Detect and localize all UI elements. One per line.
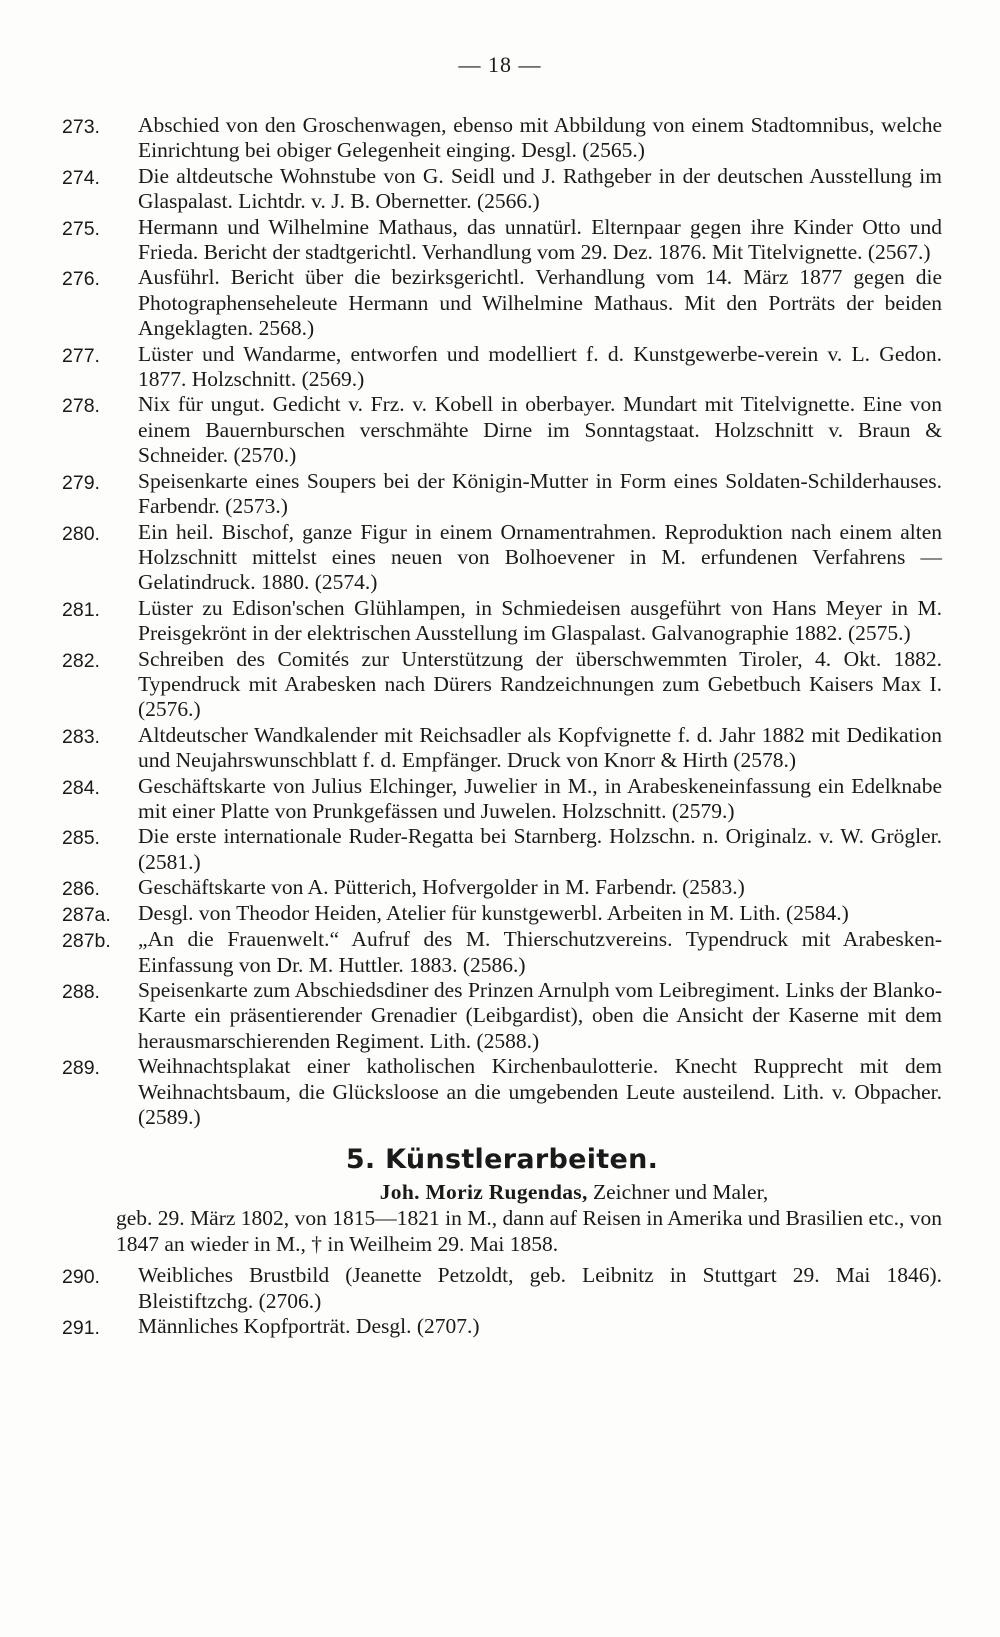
catalog-entry — [62, 596, 942, 647]
catalog-entry — [62, 520, 942, 596]
page-number: — 18 — — [458, 52, 542, 77]
entry-text: Lüster und Wandarme, entworfen und modelliert f. d. Kunstgewerbe-verein v. L. Gedon. 1877. Holzschnitt. (2569.) — [138, 341, 942, 392]
entry-number: 287b. — [62, 930, 111, 953]
artist-role: Zeichner und Maler, — [593, 1180, 769, 1205]
entry-text: Abschied von den Groschenwagen, ebenso mit Abbildung von einem Stadtomnibus, welche Einrichtung bei obiger Gelegenheit einging. Desgl. (2565.) — [138, 113, 942, 163]
entry-text: Speisenkarte eines Soupers bei der Königin-Mutter in Form eines Soldaten-Schilderhauses. Farbendr. (2573.) — [138, 468, 942, 519]
entry-text: Weihnachtsplakat einer katholischen Kirchenbaulotterie. Knecht Rupprecht mit dem Weihnachtsbaum, die Glücksloose an die umgebenden Leute austeilend. Lith. v. Obpacher. (2589.) — [138, 1054, 942, 1130]
entry-text: Nix für ungut. Gedicht v. Frz. v. Kobell in oberbayer. Mundart mit Titelvignette. Eine von einem Bauernburschen verschmähte Dirne im Sonntagstaat. Holzschnitt v. Braun & Schneider. (2570.) — [138, 392, 942, 468]
entry-number: 282. — [62, 649, 100, 672]
entries-after-list — [62, 1263, 942, 1340]
entry-text: Desgl. von Theodor Heiden, Atelier für kunstgewerbl. Arbeiten in M. Lith. (2584.) — [138, 901, 849, 926]
catalog-entry — [62, 392, 942, 468]
entry-number: 290. — [62, 1266, 100, 1289]
catalog-entry — [62, 978, 942, 1054]
entry-text: Altdeutscher Wandkalender mit Reichsadler als Kopfvignette f. d. Jahr 1882 mit Dedikation und Neujahrswunschblatt f. d. Empfänger. Druck von Knorr & Hirth (2578.) — [138, 722, 942, 773]
artist-intro — [116, 1179, 942, 1257]
entry-text: Lüster zu Edison'schen Glühlampen, in Schmiedeisen ausgeführt von Hans Meyer in M. Preisgekrönt in der elektrischen Ausstellung im Glaspalast. Galvanographie 1882. (2575.) — [138, 595, 942, 646]
catalog-entry — [62, 774, 942, 825]
entry-number: 284. — [62, 776, 100, 799]
catalog-entry — [62, 342, 942, 393]
entry-text: Die altdeutsche Wohnstube von G. Seidl und J. Rathgeber in der deutschen Ausstellung im Glaspalast. Lichtdr. v. J. B. Obernetter. (2566.) — [138, 163, 942, 214]
entry-text: Geschäftskarte von A. Pütterich, Hofvergolder in M. Farbendr. (2583.) — [138, 875, 745, 900]
entry-number: 277. — [62, 344, 100, 367]
entry-number: 274. — [62, 166, 100, 189]
entry-text: Männliches Kopfporträt. Desgl. (2707.) — [138, 1314, 480, 1339]
entry-number: 275. — [62, 217, 100, 240]
entry-text: Geschäftskarte von Julius Elchinger, Juwelier in M., in Arabeskeneinfassung ein Edelknabe mit einer Platte von Prunkgefässen und Juwelen. Holzschnitt. (2579.) — [138, 773, 942, 823]
entry-number: 278. — [62, 395, 100, 418]
catalog-entry — [62, 901, 942, 927]
entry-number: 280. — [62, 522, 100, 545]
section-heading: 5. Künstlerarbeiten. — [345, 1144, 659, 1176]
catalog-entry — [62, 1314, 942, 1340]
catalog-entry — [62, 875, 942, 901]
catalog-entry — [62, 1263, 942, 1314]
entry-text: „An die Frauenwelt.“ Aufruf des M. Thierschutzvereins. Typendruck mit Arabesken-Einfassung von Dr. M. Huttler. 1883. (2586.) — [138, 927, 942, 977]
entry-number: 287a. — [62, 904, 111, 927]
entry-text: Hermann und Wilhelmine Mathaus, das unnatürl. Elternpaar gegen ihre Kinder Otto und Frieda. Bericht der stadtgerichtl. Verhandlung vom 29. Dez. 1876. Mit Titelvignette. (2567.) — [138, 214, 942, 265]
entry-text: Ein heil. Bischof, ganze Figur in einem Ornamentrahmen. Reproduktion nach einem alten Holzschnitt mittelst eines neuen von Bolhoevener in M. erfundenen Verfahrens — Gelatindruck. 1880. (2574.) — [138, 519, 942, 595]
entry-number: 279. — [62, 471, 100, 494]
entry-number: 288. — [62, 981, 100, 1003]
entry-text: Ausführl. Bericht über die bezirksgerichtl. Verhandlung vom 14. März 1877 gegen die Photographenseheleute Hermann und Wilhelmine Mathaus. Mit den Porträts der beiden Angeklagten. 2568.) — [138, 265, 942, 341]
entry-text: Schreiben des Comités zur Unterstützung der überschwemmten Tiroler, 4. Okt. 1882. Typendruck mit Arabesken nach Dürers Randzeichnungen zum Gebetbuch Kaisers Max I. (2576.) — [138, 646, 942, 722]
entry-number: 276. — [62, 268, 100, 291]
artist-heading-line — [116, 1179, 942, 1205]
catalog-entry — [62, 647, 942, 723]
catalog-entry — [62, 215, 942, 266]
entry-number: 281. — [62, 598, 100, 621]
entry-text: Speisenkarte zum Abschiedsdiner des Prinzen Arnulph vom Leibregiment. Links der Blanko-Karte ein präsentierender Grenadier (Leibgardist), oben die Ansicht der Kaserne mit dem herausmarschierenden Regiment. Lith. (2588.) — [138, 978, 942, 1053]
catalog-entry — [62, 265, 942, 341]
catalog-entry — [62, 113, 942, 164]
entry-number: 291. — [62, 1317, 100, 1340]
catalog-entry — [62, 927, 942, 978]
catalog-entries — [62, 113, 942, 1340]
entry-number: 285. — [62, 827, 100, 850]
artist-bio: geb. 29. März 1802, von 1815—1821 in M., dann auf Reisen in Amerika und Brasilien etc., von 1847 an wieder in M., † in Weilheim 29. Mai 1858. — [116, 1206, 942, 1257]
entry-number: 286. — [62, 878, 100, 901]
entry-number: 283. — [62, 725, 100, 748]
entries-list — [62, 113, 942, 1130]
catalog-entry — [62, 824, 942, 875]
catalog-entry — [62, 1054, 942, 1130]
catalog-entry — [62, 723, 942, 774]
entry-number: 289. — [62, 1057, 100, 1080]
entry-number: 273. — [62, 116, 100, 138]
entry-text: Weibliches Brustbild (Jeanette Petzoldt, geb. Leibnitz in Stuttgart 29. Mai 1846). Bleistiftzchg. (2706.) — [138, 1263, 942, 1313]
entry-text: Die erste internationale Ruder-Regatta bei Starnberg. Holzschn. n. Originalz. v. W. Grögler. (2581.) — [138, 824, 942, 874]
artist-name: Joh. Moriz Rugendas, — [379, 1180, 588, 1205]
catalog-entry — [62, 469, 942, 520]
catalog-entry — [62, 164, 942, 215]
